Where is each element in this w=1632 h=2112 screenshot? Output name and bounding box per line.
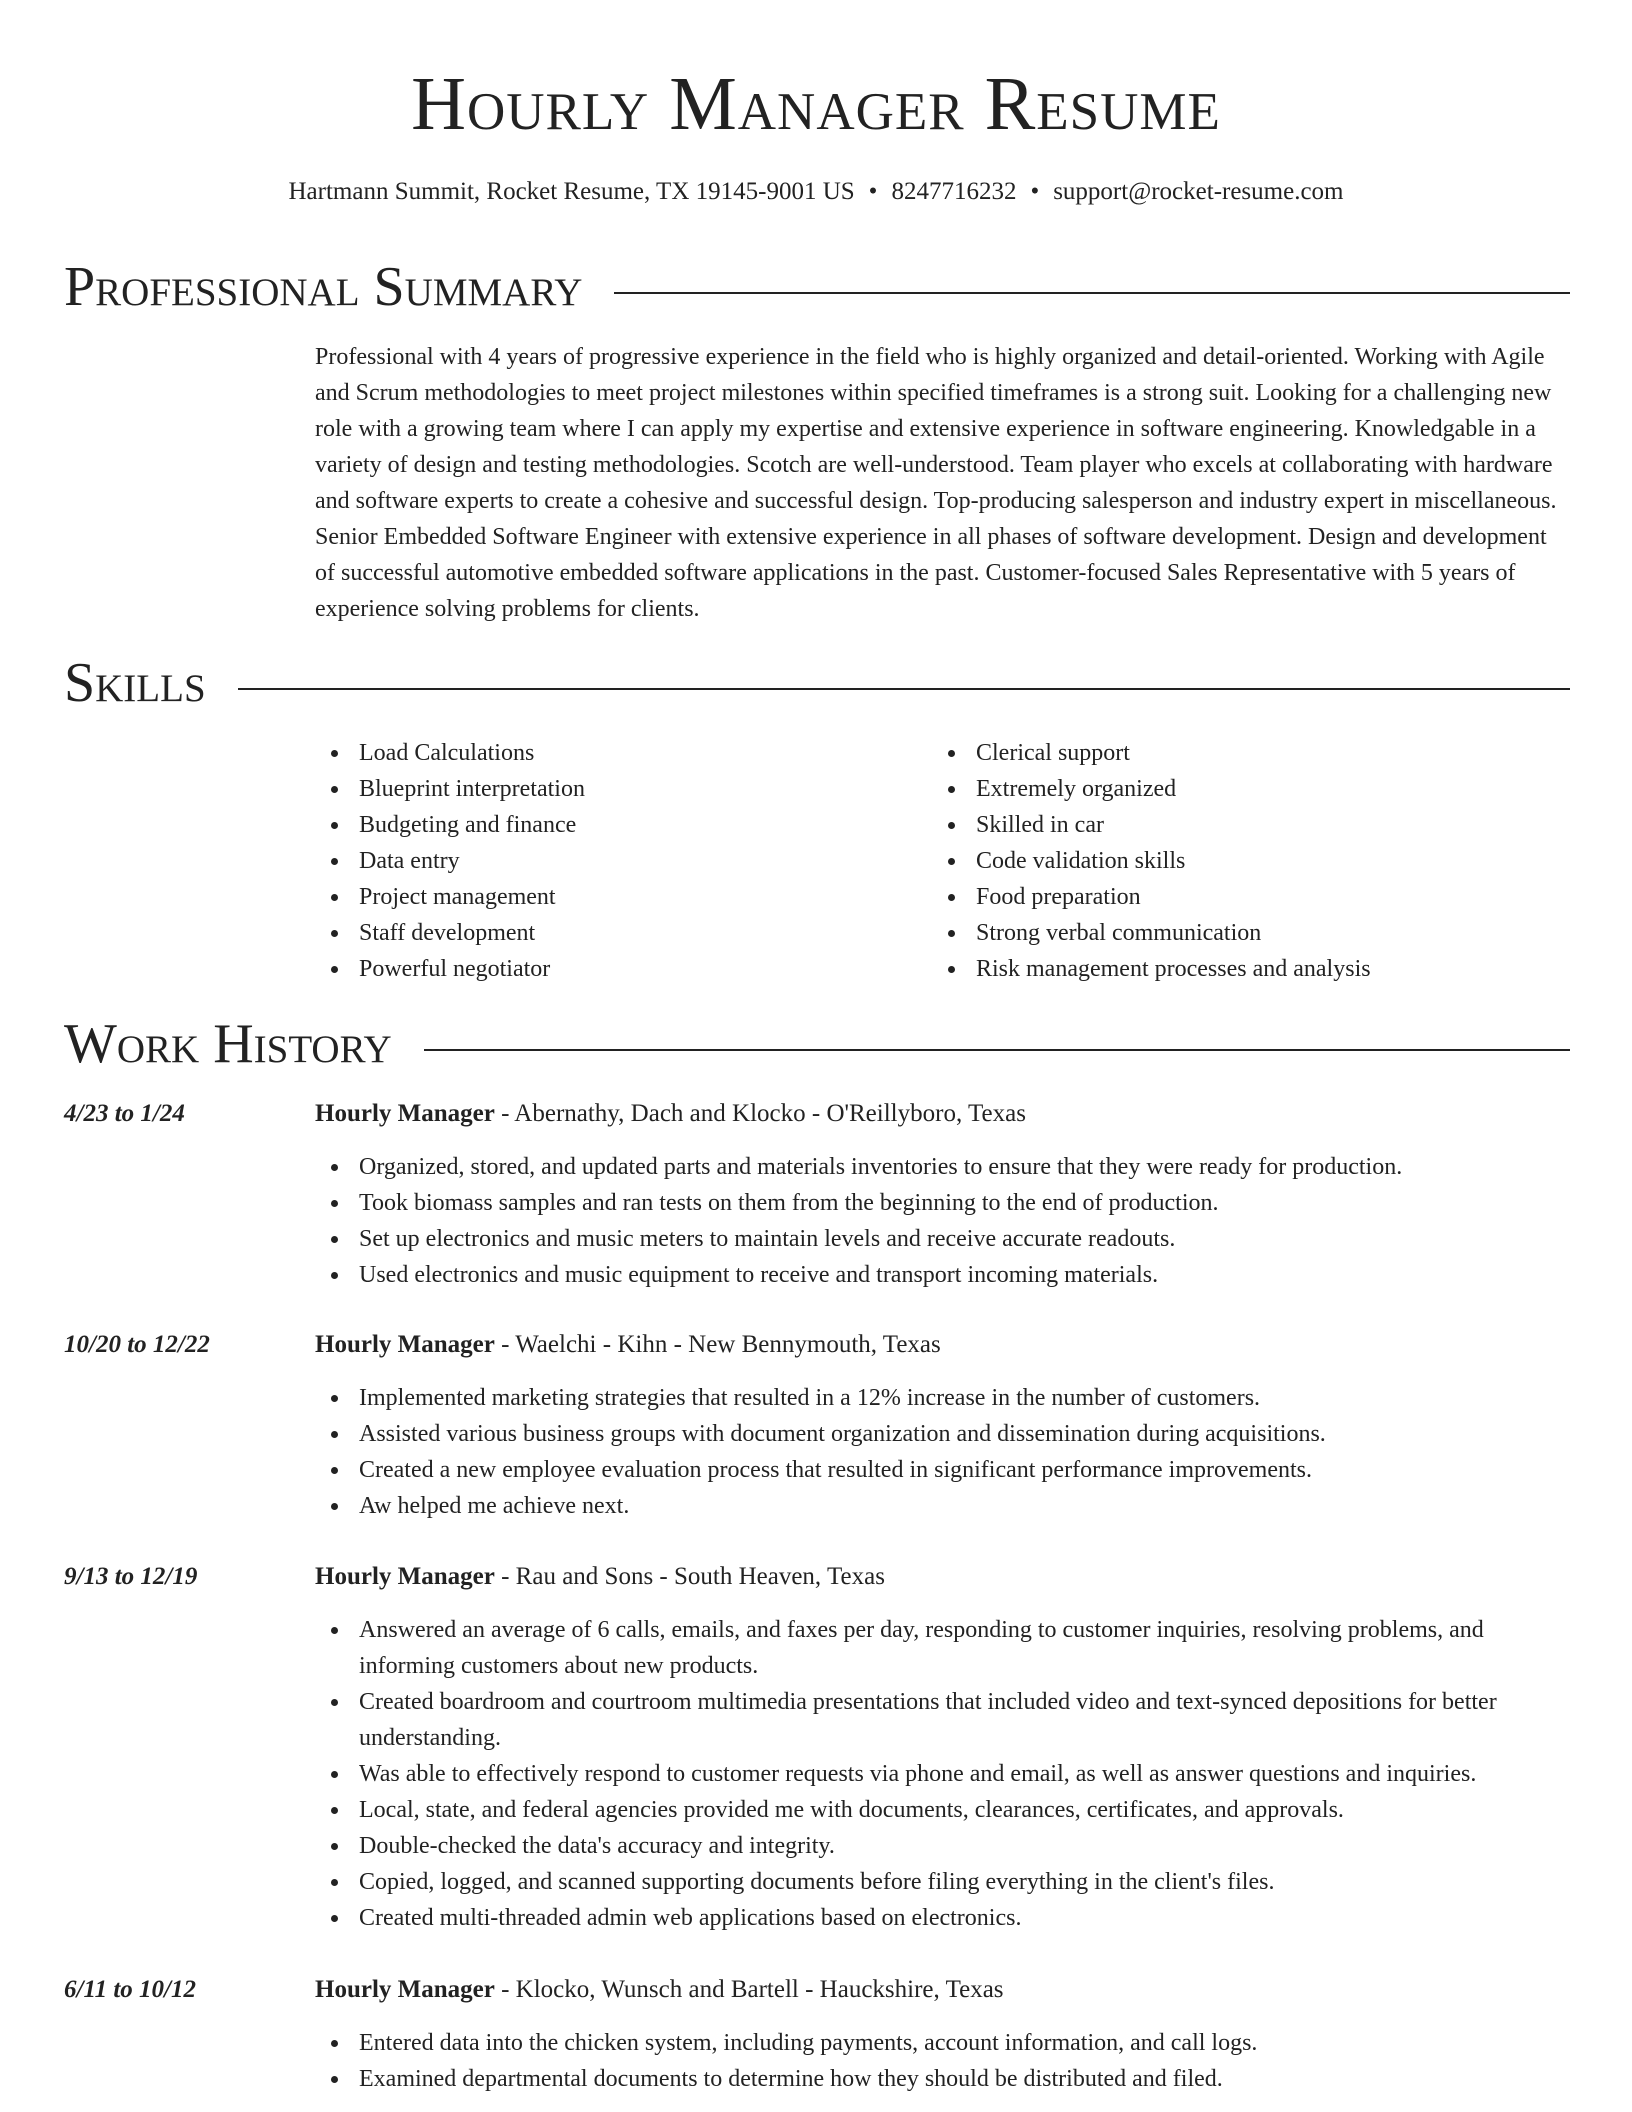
job-duties [315,1380,1570,1524]
contact-phone: 8247716232 [891,178,1017,205]
work-heading: Work History [64,1013,392,1075]
skill-item: Blueprint interpretation [315,771,932,807]
summary-heading: Professional Summary [64,256,583,318]
skills-column-right [932,735,1549,987]
skill-item: Data entry [315,843,932,879]
section-divider [424,1049,1570,1051]
resume-title: Hourly Manager Resume [411,62,1221,146]
duty-item: Created a new employee evaluation process that resulted in significant performance improvements. [315,1452,1570,1488]
skill-item: Powerful negotiator [315,951,932,987]
duty-item: Answered an average of 6 calls, emails, and faxes per day, responding to customer inquiries, resolving problems, and informing customers about new products. [315,1612,1570,1684]
skill-item: Risk management processes and analysis [932,951,1549,987]
duty-item: Double-checked the data's accuracy and integrity. [315,1828,1570,1864]
skill-item: Skilled in car [932,807,1549,843]
duty-item: Used electronics and music equipment to receive and transport incoming materials. [315,1257,1570,1293]
skills-list [315,735,1570,987]
job-duties [315,1149,1570,1293]
skill-item: Budgeting and finance [315,807,932,843]
job-employer: - Klocko, Wunsch and Bartell - Hauckshire, Texas [494,1976,1004,2003]
job-employer: - Rau and Sons - South Heaven, Texas [494,1563,885,1590]
contact-separator: • [1030,178,1040,205]
skill-item: Code validation skills [932,843,1549,879]
skills-column-left [315,735,932,987]
duty-item: Organized, stored, and updated parts and materials inventories to ensure that they were ready for production. [315,1149,1570,1185]
contact-line [0,174,1632,210]
duty-item: Entered data into the chicken system, including payments, account information, and call logs. [315,2025,1570,2061]
section-divider [238,688,1570,690]
duty-item: Was able to effectively respond to customer requests via phone and email, as well as answer questions and inquiries. [315,1756,1570,1792]
skill-item: Clerical support [932,735,1549,771]
job-duties [315,2025,1570,2097]
skill-item: Load Calculations [315,735,932,771]
job-title: Hourly Manager [315,1100,495,1127]
duty-item: Local, state, and federal agencies provided me with documents, clearances, certificates, and approvals. [315,1792,1570,1828]
skills-section-header [64,648,1570,718]
contact-email: support@rocket-resume.com [1053,178,1344,205]
job-dates: 9/13 to 12/19 [64,1563,198,1590]
contact-separator: • [868,178,878,205]
job-employer: - Waelchi - Kihn - New Bennymouth, Texas [494,1331,941,1358]
job-dates: 4/23 to 1/24 [64,1100,185,1127]
duty-item: Created boardroom and courtroom multimedia presentations that included video and text-synced depositions for better understanding. [315,1684,1570,1756]
job-header [315,1327,941,1363]
skill-item: Extremely organized [932,771,1549,807]
duty-item: Created multi-threaded admin web applications based on electronics. [315,1900,1570,1936]
job-header [315,1096,1026,1132]
job-dates: 6/11 to 10/12 [64,1976,196,2003]
summary-section-header [64,252,1570,322]
duty-item: Assisted various business groups with document organization and dissemination during acquisitions. [315,1416,1570,1452]
job-dates: 10/20 to 12/22 [64,1331,210,1358]
duty-item: Set up electronics and music meters to maintain levels and receive accurate readouts. [315,1221,1570,1257]
job-header [315,1972,1004,2008]
job-title: Hourly Manager [315,1331,495,1358]
duty-item: Implemented marketing strategies that resulted in a 12% increase in the number of customers. [315,1380,1570,1416]
contact-address: Hartmann Summit, Rocket Resume, TX 19145-9001 US [288,178,855,205]
skills-heading: Skills [64,652,206,714]
duty-item: Examined departmental documents to determine how they should be distributed and filed. [315,2061,1570,2097]
job-header [315,1559,885,1595]
duty-item: Aw helped me achieve next. [315,1488,1570,1524]
job-employer: - Abernathy, Dach and Klocko - O'Reillyboro, Texas [494,1100,1026,1127]
job-title: Hourly Manager [315,1563,495,1590]
skill-item: Project management [315,879,932,915]
job-duties [315,1612,1570,1936]
skill-item: Food preparation [932,879,1549,915]
summary-text: Professional with 4 years of progressive experience in the field who is highly organized and detail-oriented. Working with Agile and Scrum methodologies to meet project milestones within specified timeframes is a strong suit. Looking for a challenging new role with a growing team where I can apply my expertise and extensive experience in software engineering. Knowledgable in a variety of design and testing methodologies. Scotch are well-understood. Team player who excels at collaborating with hardware and software experts to create a cohesive and successful design. Top-producing salesperson and industry expert in miscellaneous. Senior Embedded Software Engineer with extensive experience in all phases of software development. Design and development of successful automotive embedded software applications in the past. Customer-focused Sales Representative with 5 years of experience solving problems for clients. [315,344,1557,622]
section-divider [614,292,1570,294]
duty-item: Copied, logged, and scanned supporting documents before filing everything in the client's files. [315,1864,1570,1900]
skill-item: Strong verbal communication [932,915,1549,951]
duty-item: Took biomass samples and ran tests on them from the beginning to the end of production. [315,1185,1570,1221]
skill-item: Staff development [315,915,932,951]
work-section-header [64,1009,1570,1079]
job-title: Hourly Manager [315,1976,495,2003]
